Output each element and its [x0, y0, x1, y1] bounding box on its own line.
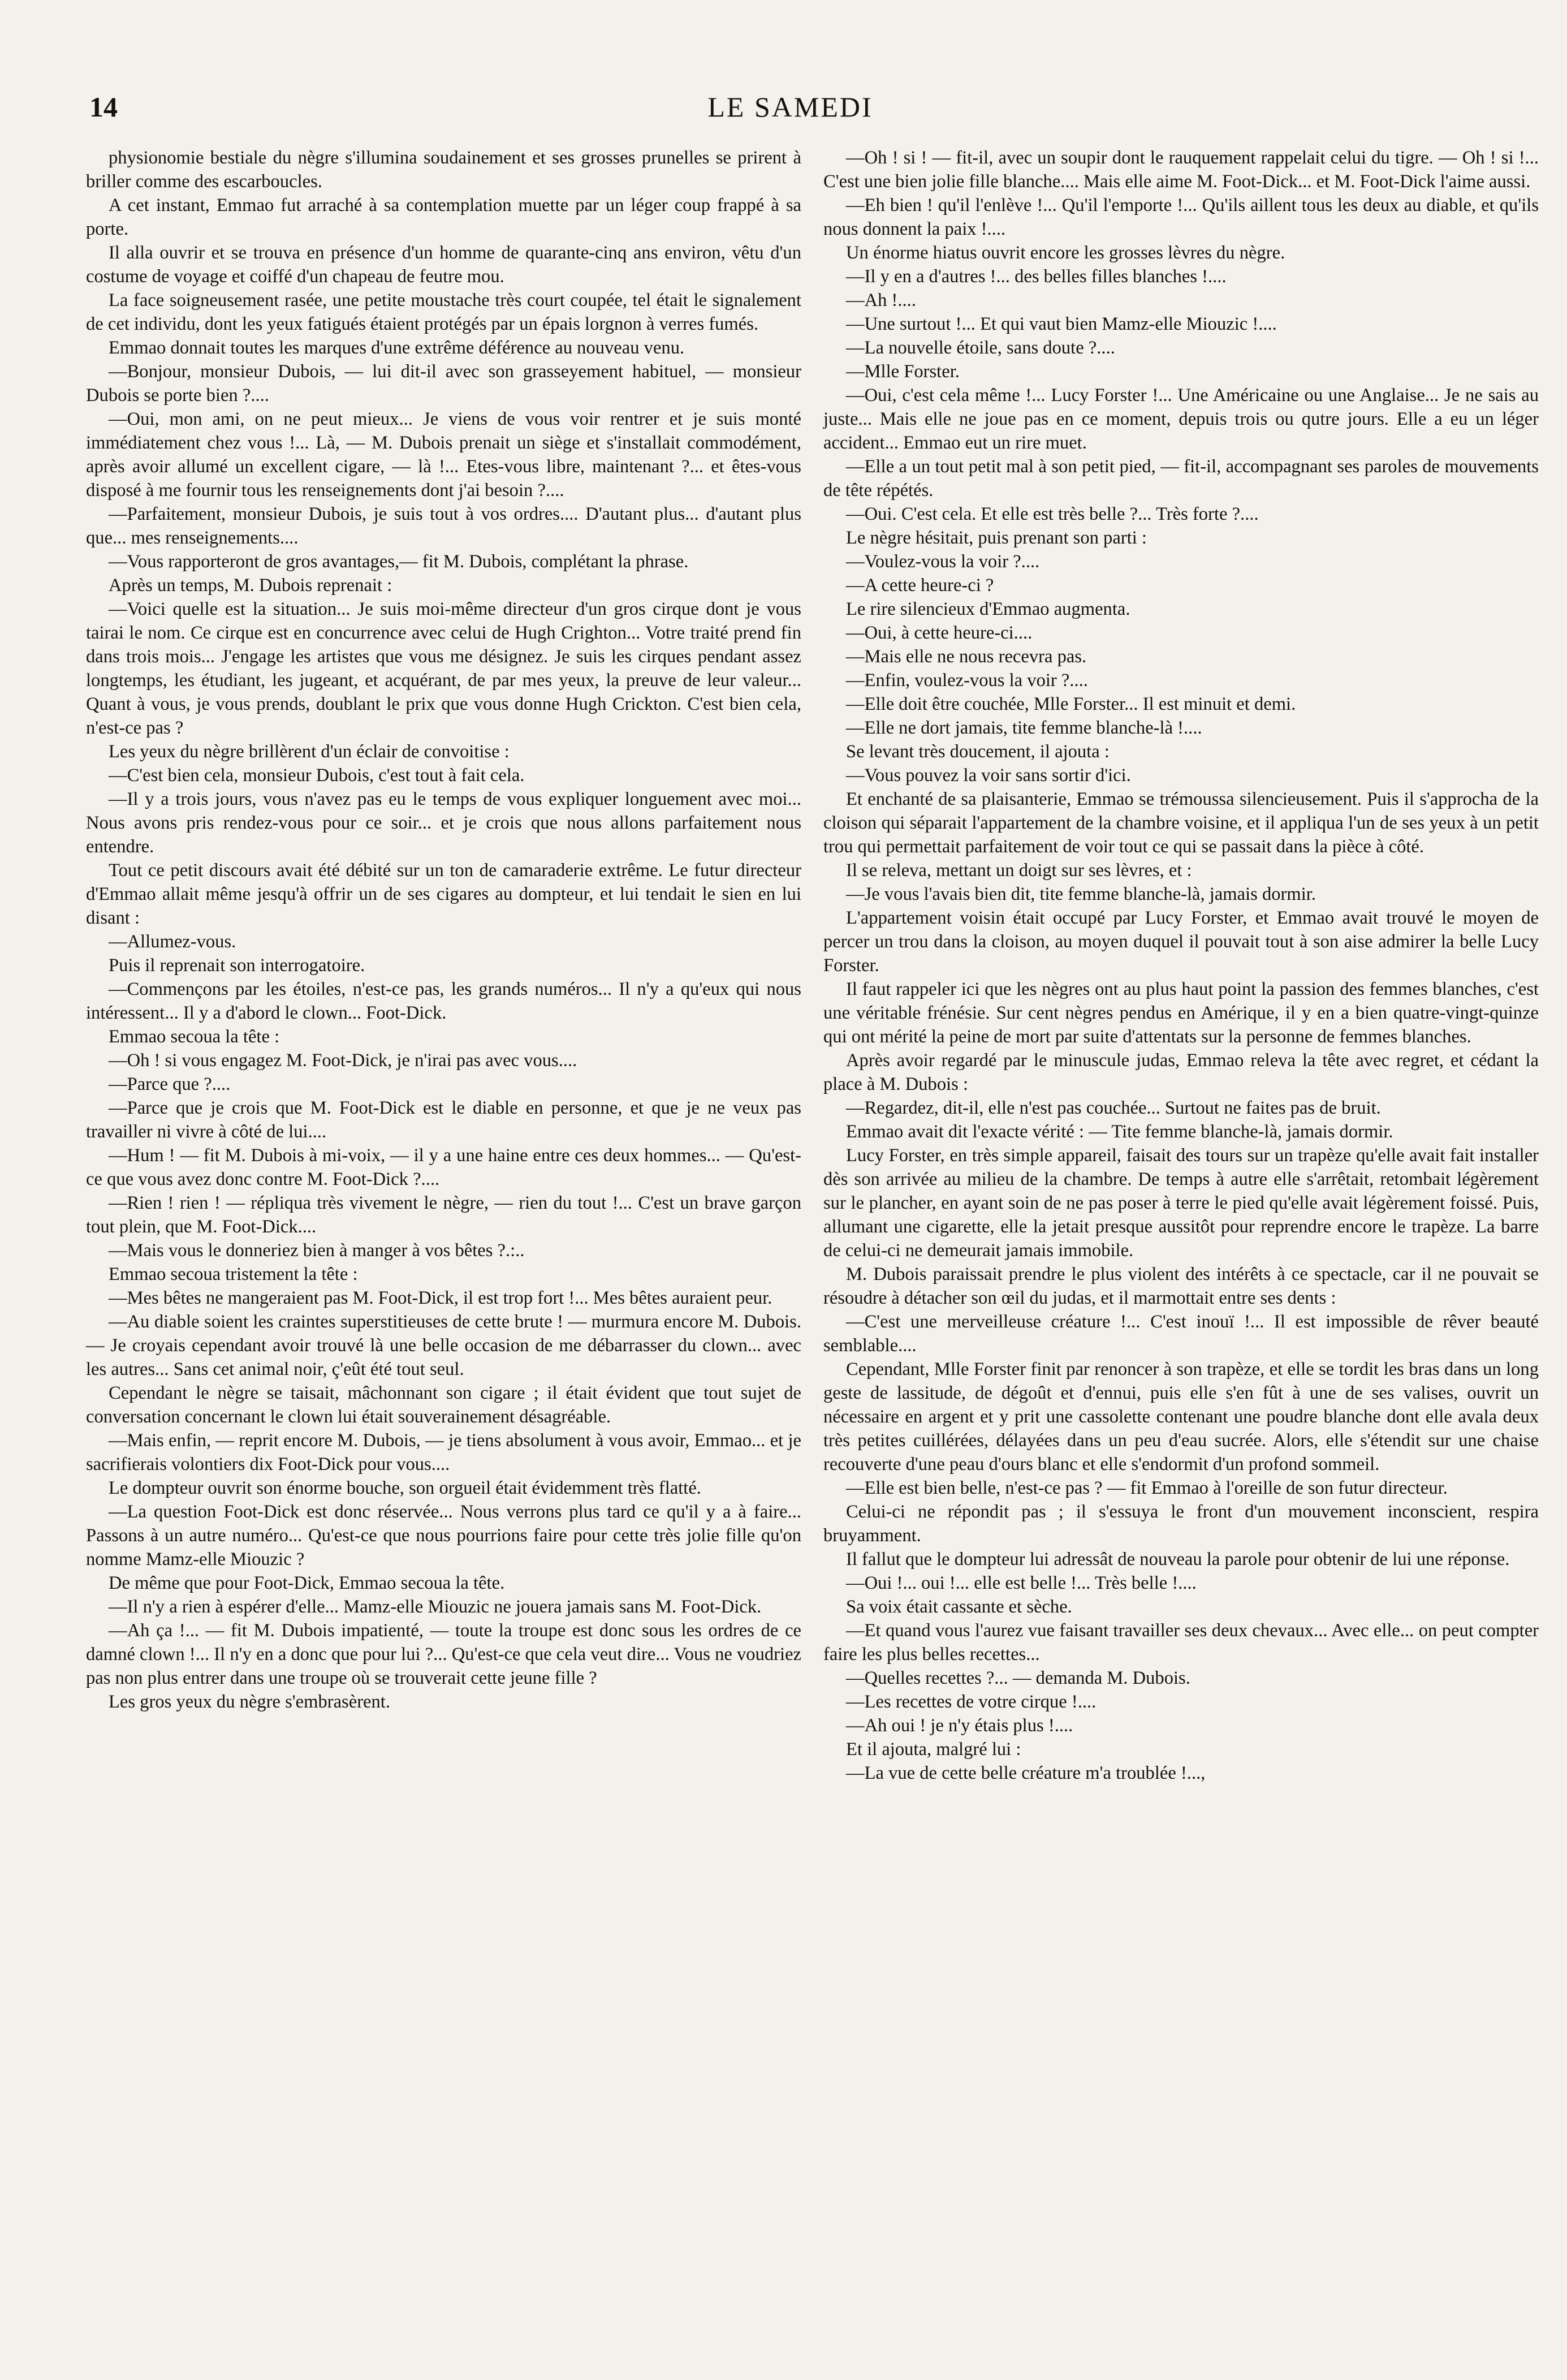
paragraph: —A cette heure-ci ?	[846, 575, 994, 596]
paragraph: —Allumez-vous.	[109, 932, 236, 952]
paragraph: —Oui, à cette heure-ci....	[846, 623, 1033, 643]
paragraph: —La vue de cette belle créature m'a troublée !...,	[846, 1763, 1206, 1783]
paragraph: —Ah !....	[846, 290, 916, 311]
paragraph: —Ah oui ! je n'y étais plus !....	[846, 1715, 1073, 1736]
paragraph: —Regardez, dit-il, elle n'est pas couchée... Surtout ne faites pas de bruit.	[846, 1098, 1381, 1118]
paragraph: Lucy Forster, en très simple appareil, faisait des tours sur un trapèze qu'elle avait fait installer dès son arrivée au milieu de la chambre. De temps à autre elle s'arrêtait, retombait légèrement sur le plancher, en ayant soin de ne pas poser à terre le pied qu'elle avait légèrement foissé. Puis, allumant une cigarette, elle la jetait presque aussitôt pour reprendre encore le trapèze. La barre de celui-ci ne demeurait jamais immobile.	[823, 1145, 1539, 1261]
paragraph: —Vous rapporteront de gros avantages,— fit M. Dubois, complétant la phrase.	[109, 551, 689, 572]
paragraph: Le nègre hésitait, puis prenant son parti :	[846, 528, 1147, 548]
paragraph: Le rire silencieux d'Emmao augmenta.	[846, 599, 1130, 619]
page-header	[85, 90, 1496, 124]
paragraph: Le dompteur ouvrit son énorme bouche, son orgueil était évidemment très flatté.	[109, 1478, 701, 1498]
paragraph: —Eh bien ! qu'il l'enlève !... Qu'il l'emporte !... Qu'ils aillent tous les deux au diable, et qu'ils nous donnent la paix !....	[823, 195, 1539, 239]
page-number: 14	[89, 91, 118, 123]
paragraph: Tout ce petit discours avait été débité sur un ton de camaraderie extrême. Le futur directeur d'Emmao allait même jesqu'à offrir un de ses cigares au dompteur, et lui tendait le sien en lui disant :	[86, 860, 801, 928]
paragraph: —Au diable soient les craintes superstitieuses de cette brute ! — murmura encore M. Dubois. — Je croyais cependant avoir trouvé là une belle occasion de me débarrasser du clown... avec les autres... Sans cet animal noir, ç'eût été tout seul.	[86, 1312, 801, 1379]
paragraph: —Hum ! — fit M. Dubois à mi-voix, — il y a une haine entre ces deux hommes... — Qu'est-ce que vous avez donc contre M. Foot-Dick ?....	[86, 1145, 801, 1189]
paragraph: —Parce que je crois que M. Foot-Dick est le diable en personne, et que je ne veux pas travailler ni vivre à côté de lui....	[86, 1098, 801, 1142]
paragraph: —Parce que ?....	[109, 1074, 231, 1094]
paragraph: —Enfin, voulez-vous la voir ?....	[846, 670, 1088, 691]
paragraph: —Mlle Forster.	[846, 361, 960, 382]
paragraph: —La question Foot-Dick est donc réservée... Nous verrons plus tard ce qu'il y a à faire... Passons à un autre numéro... Qu'est-ce que nous pourrions faire pour cette très jolie fille qu'on nomme Mamz-elle Miouzic ?	[86, 1502, 801, 1570]
paragraph: —Elle doit être couchée, Mlle Forster... Il est minuit et demi.	[846, 694, 1296, 714]
paragraph: Emmao avait dit l'exacte vérité : — Tite femme blanche-là, jamais dormir.	[846, 1122, 1393, 1142]
paragraph: Un énorme hiatus ouvrit encore les grosses lèvres du nègre.	[846, 243, 1285, 263]
paragraph: —C'est bien cela, monsieur Dubois, c'est tout à fait cela.	[109, 765, 525, 786]
paragraph: —Oh ! si ! — fit-il, avec un soupir dont le rauquement rappelait celui du tigre. — Oh ! si !... C'est une bien jolie fille blanche.... Mais elle aime M. Foot-Dick... et M. Foot-Dick l'aime aussi.	[823, 148, 1539, 192]
paragraph: Se levant très doucement, il ajouta :	[846, 741, 1110, 762]
running-title: LE SAMEDI	[707, 91, 873, 123]
paragraph: Et enchanté de sa plaisanterie, Emmao se trémoussa silencieusement. Puis il s'approcha de la cloison qui séparait l'appartement de la chambre voisine, et il appliqua l'un de ses yeux à un petit trou qui permettait parfaitement de voir tout ce qui se passait dans la pièce à côté.	[823, 789, 1539, 857]
paragraph: —Oui, mon ami, on ne peut mieux... Je viens de vous voir rentrer et je suis monté immédiatement chez vous !... Là, — M. Dubois prenait un siège et s'installait commodément, après avoir allumé un excellent cigare, — là !... Etes-vous libre, maintenant ?... et êtes-vous disposé à me fournir tous les renseignements dont j'ai besoin ?....	[86, 409, 801, 501]
paragraph: —Les recettes de votre cirque !....	[846, 1692, 1097, 1712]
paragraph: —Elle a un tout petit mal à son petit pied, — fit-il, accompagnant ses paroles de mouvements de tête répétés.	[823, 456, 1539, 501]
paragraph: Après un temps, M. Dubois reprenait :	[109, 575, 392, 596]
paragraph: La face soigneusement rasée, une petite moustache très court coupée, tel était le signalement de cet individu, dont les yeux fatigués étaient protégés par un épais lorgnon à verres fumés.	[86, 290, 801, 334]
paragraph: Emmao secoua tristement la tête :	[109, 1264, 358, 1284]
paragraph: Les yeux du nègre brillèrent d'un éclair de convoitise :	[109, 741, 510, 762]
paragraph: —Ah ça !... — fit M. Dubois impatienté, — toute la troupe est donc sous les ordres de ce damné clown !... Il n'y en a donc que pour lui ?... Qu'est-ce que cela veut dire... Vous ne voudriez pas non plus entrer dans une troupe où se trouverait cette jeune fille ?	[86, 1620, 801, 1688]
right-column	[823, 146, 1539, 1785]
paragraph: —Parfaitement, monsieur Dubois, je suis tout à vos ordres.... D'autant plus... d'autant plus que... mes renseignements....	[86, 504, 801, 548]
paragraph: —Elle ne dort jamais, tite femme blanche-là !....	[846, 718, 1202, 738]
paragraph: Emmao secoua la tête :	[109, 1027, 280, 1047]
paragraph: —Commençons par les étoiles, n'est-ce pas, les grands numéros... Il n'y a qu'eux qui nous intéressent... Il y a d'abord le clown... Foot-Dick.	[86, 979, 801, 1023]
paragraph: De même que pour Foot-Dick, Emmao secoua la tête.	[109, 1573, 505, 1593]
paragraph: —Voulez-vous la voir ?....	[846, 551, 1040, 572]
paragraph: —Vous pouvez la voir sans sortir d'ici.	[846, 765, 1131, 786]
paragraph: —Mais elle ne nous recevra pas.	[846, 646, 1087, 667]
paragraph: Emmao donnait toutes les marques d'une extrême déférence au nouveau venu.	[109, 338, 685, 358]
paragraph: —Elle est bien belle, n'est-ce pas ? — fit Emmao à l'oreille de son futur directeur.	[846, 1478, 1448, 1498]
paragraph: —Une surtout !... Et qui vaut bien Mamz-elle Miouzic !....	[846, 314, 1277, 334]
paragraph: Après avoir regardé par le minuscule judas, Emmao releva la tête avec regret, et cédant la place à M. Dubois :	[823, 1050, 1539, 1094]
paragraph: M. Dubois paraissait prendre le plus violent des intérêts à ce spectacle, car il ne pouvait se résoudre à détacher son œil du judas, et il marmottait entre ses dents :	[823, 1264, 1539, 1308]
paragraph: —Bonjour, monsieur Dubois, — lui dit-il avec son grasseyement habituel, — monsieur Dubois se porte bien ?....	[86, 361, 801, 406]
paragraph: Sa voix était cassante et sèche.	[846, 1597, 1072, 1617]
paragraph: —La nouvelle étoile, sans doute ?....	[846, 338, 1115, 358]
paragraph: Il faut rappeler ici que les nègres ont au plus haut point la passion des femmes blanches, c'est une véritable frénésie. Sur cent nègres pendus en Amérique, il y en a bien quatre-vingt-quinze qui ont mérité la peine de mort par suite d'attentats sur la personne de femmes blanches.	[823, 979, 1539, 1047]
paragraph: L'appartement voisin était occupé par Lucy Forster, et Emmao avait trouvé le moyen de percer un trou dans la cloison, au moyen duquel il pouvait tout à son aise admirer la belle Lucy Forster.	[823, 908, 1539, 976]
paragraph: —Il n'y a rien à espérer d'elle... Mamz-elle Miouzic ne jouera jamais sans M. Foot-Dick.	[109, 1597, 762, 1617]
paragraph: —Mais vous le donneriez bien à manger à vos bêtes ?.:..	[109, 1240, 525, 1261]
paragraph: —Oui. C'est cela. Et elle est très belle ?... Très forte ?....	[846, 504, 1259, 524]
paragraph: —Voici quelle est la situation... Je suis moi-même directeur d'un gros cirque dont je vous tairai le nom. Ce cirque est en concurrence avec celui de Hugh Crighton... Votre traité prend fin dans trois mois... J'engage les artistes que vous me désignez. Je suis les cirques pendant assez longtemps, les étudiant, les jugeant, et acquérant, de par mes yeux, la preuve de leur valeur... Quant à vous, je vous prends, doublant le prix que vous donne Hugh Crickton. C'est bien cela, n'est-ce pas ?	[86, 599, 801, 738]
paragraph: Il se releva, mettant un doigt sur ses lèvres, et :	[846, 860, 1192, 881]
paragraph: A cet instant, Emmao fut arraché à sa contemplation muette par un léger coup frappé à sa porte.	[86, 195, 801, 239]
paragraph: —Mes bêtes ne mangeraient pas M. Foot-Dick, il est trop fort !... Mes bêtes auraient peur.	[109, 1288, 772, 1308]
paragraph: Cependant le nègre se taisait, mâchonnant son cigare ; il était évident que tout sujet de conversation concernant le clown lui était souverainement désagréable.	[86, 1383, 801, 1427]
paragraph: Cependant, Mlle Forster finit par renoncer à son trapèze, et elle se tordit les bras dans un long geste de lassitude, de dégoût et d'ennui, puis elle s'en fût à une de ses valises, ouvrit un nécessaire en argent et y prit une cassolette contenant une poudre blanche dont elle avala deux très petites cuillérées, délayées dans un peu d'eau sucrée. Alors, elle s'étendit sur une chaise recouverte d'une peau d'ours blanc et elle s'endormit d'un profond sommeil.	[823, 1359, 1539, 1474]
paragraph: —Oui !... oui !... elle est belle !... Très belle !....	[846, 1573, 1197, 1593]
paragraph: physionomie bestiale du nègre s'illumina soudainement et ses grosses prunelles se prirent à briller comme des escarboucles.	[86, 148, 801, 192]
paragraph: —Oh ! si vous engagez M. Foot-Dick, je n'irai pas avec vous....	[109, 1050, 577, 1071]
left-column	[86, 146, 801, 1714]
paragraph: Puis il reprenait son interrogatoire.	[109, 955, 365, 976]
paragraph: —C'est une merveilleuse créature !... C'est inouï !... Il est impossible de rêver beauté semblable....	[823, 1312, 1539, 1356]
paragraph: —Il y a trois jours, vous n'avez pas eu le temps de vous expliquer longuement avec moi... Nous avons pris rendez-vous pour ce soir... et je crois que nous allons parfaitement nous entendre.	[86, 789, 801, 857]
paragraph: —Et quand vous l'aurez vue faisant travailler ses deux chevaux... Avec elle... on peut compter faire les plus belles recettes...	[823, 1620, 1539, 1665]
paragraph: —Oui, c'est cela même !... Lucy Forster !... Une Américaine ou une Anglaise... Je ne sais au juste... Mais elle ne joue pas en ce moment, depuis trois ou qutre jours. Elle a eu un léger accident... Emmao eut un rire muet.	[823, 385, 1539, 453]
paragraph: —Quelles recettes ?... — demanda M. Dubois.	[846, 1668, 1190, 1688]
paragraph: Les gros yeux du nègre s'embrasèrent.	[109, 1692, 390, 1712]
paragraph: —Rien ! rien ! — répliqua très vivement le nègre, — rien du tout !... C'est un brave garçon tout plein, que M. Foot-Dick....	[86, 1193, 801, 1237]
paragraph: Il alla ouvrir et se trouva en présence d'un homme de quarante-cinq ans environ, vêtu d'un costume de voyage et coiffé d'un chapeau de feutre mou.	[86, 243, 801, 287]
paragraph: —Je vous l'avais bien dit, tite femme blanche-là, jamais dormir.	[846, 884, 1316, 904]
paragraph: Et il ajouta, malgré lui :	[846, 1739, 1021, 1760]
paragraph: Celui-ci ne répondit pas ; il s'essuya le front d'un mouvement inconscient, respira bruyamment.	[823, 1502, 1539, 1546]
paragraph: Il fallut que le dompteur lui adressât de nouveau la parole pour obtenir de lui une réponse.	[846, 1549, 1510, 1570]
paragraph: —Mais enfin, — reprit encore M. Dubois, — je tiens absolument à vous avoir, Emmao... et je sacrifierais volontiers dix Foot-Dick pour vous....	[86, 1430, 801, 1474]
paragraph: —Il y en a d'autres !... des belles filles blanches !....	[846, 266, 1227, 287]
